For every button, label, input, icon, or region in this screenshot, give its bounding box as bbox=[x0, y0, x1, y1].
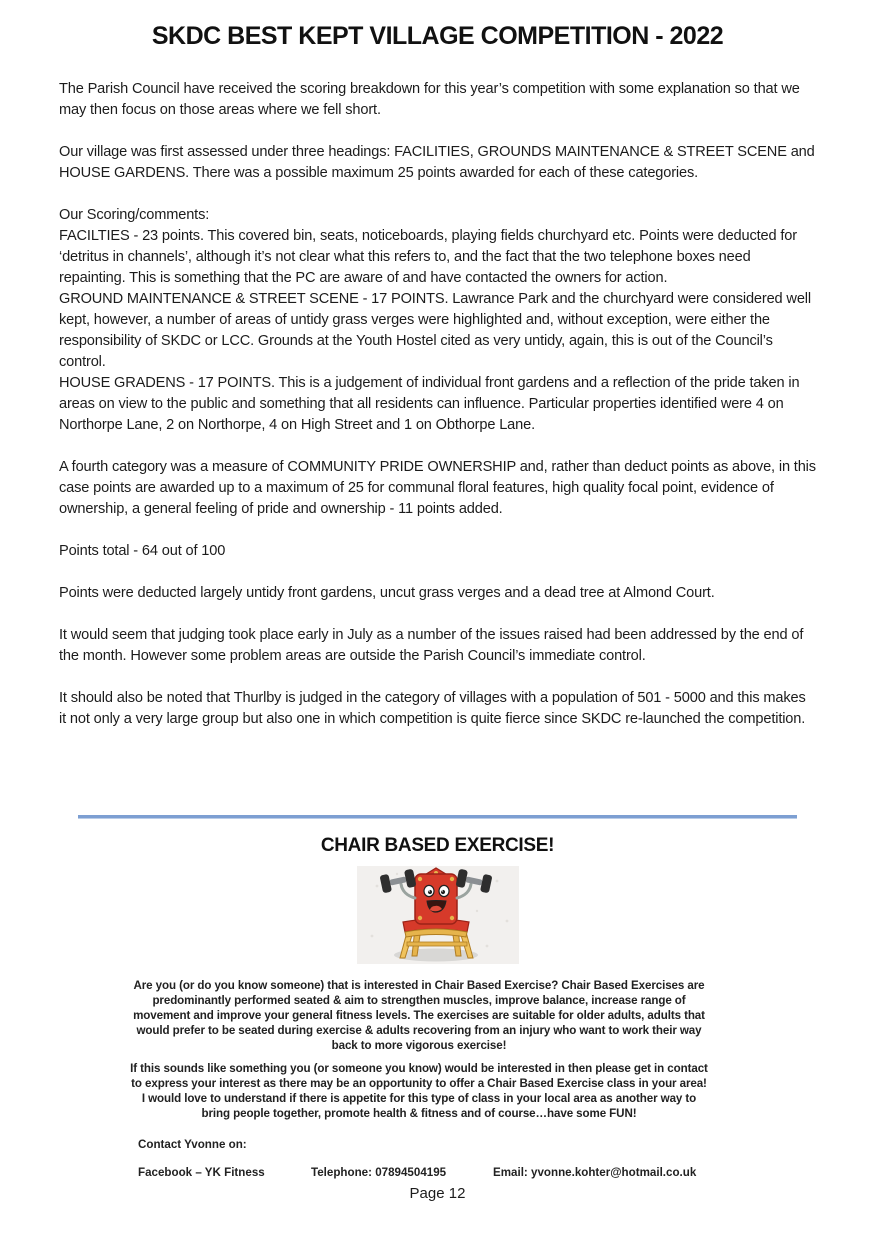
chair-back bbox=[415, 868, 457, 924]
flyer-paragraph: If this sounds like something you (or someone you know) would be interested in then please get in contact to express your interest as there may be an opportunity to offer a Chair Based Exercise class in your area! I would love to understand if there is appetite for this type of class in your local area as another way to bring people together, promote health & fitness and of course…have some FUN! bbox=[130, 1062, 708, 1120]
flyer-image-container bbox=[78, 866, 797, 969]
scoring-comments-block bbox=[59, 205, 816, 436]
contact-details-row bbox=[138, 1166, 797, 1179]
flyer-contact-block bbox=[138, 1138, 797, 1179]
scoring-line-facilities: FACILTIES - 23 points. This covered bin, seats, noticeboards, playing fields churchyard etc. Points were deducted for ‘detritus in channels’, although it’s not clear what this refers to, and the fact that the two telephone boxes need repainting. This is something that the PC are aware of and have contacted the owners for action. bbox=[59, 228, 797, 286]
contact-facebook: Facebook – YK Fitness bbox=[138, 1166, 265, 1179]
contact-telephone: Telephone: 07894504195 bbox=[311, 1166, 447, 1179]
page-number: Page 12 bbox=[409, 1185, 466, 1202]
chair-exercise-flyer bbox=[78, 815, 797, 1179]
community-pride-paragraph: A fourth category was a measure of COMMUNITY PRIDE OWNERSHIP and, rather than deduct points as above, in this case points are awarded up to a maximum of 25 for communal floral features, high quality focal point, evidence of ownership, a general feeling of pride and ownership - 11 points added. bbox=[59, 459, 816, 517]
category-note-paragraph: It should also be noted that Thurlby is judged in the category of villages with a population of 501 - 5000 and this makes it not only a very large group but also one in which competition is quite fierce since SKDC re-launched the competition. bbox=[59, 690, 806, 727]
flyer-body-text bbox=[130, 978, 708, 1121]
chair-exercise-image bbox=[357, 866, 519, 964]
intro-paragraph: The Parish Council have received the scoring breakdown for this year’s competition with some explanation so that we may then focus on those areas where we fell short. bbox=[59, 81, 800, 118]
points-total-line: Points total - 64 out of 100 bbox=[59, 543, 226, 559]
flyer-paragraph: Are you (or do you know someone) that is interested in Chair Based Exercise? Chair Based Exercises are predominantly performed seated & aim to strengthen muscles, improve balance, increase range of movement and improve your general fitness levels. The exercises are suitable for older adults, adults that would prefer to be seated during exercise & adults recovering from an injury who want to work their way back to more vigorous exercise! bbox=[133, 979, 705, 1052]
scoring-line-house-gardens: HOUSE GRADENS - 17 POINTS. This is a judgement of individual front gardens and a reflection of the pride taken in areas on view to the public and something that all residents can influence. Particular properties identified were 4 on Northorpe Lane, 2 on Northorpe, 4 on High Street and 1 on Obthorpe Lane. bbox=[59, 375, 800, 433]
intro-paragraph: Our village was first assessed under three headings: FACILITIES, GROUNDS MAINTENANCE & STREET SCENE and HOUSE GARDENS. There was a possible maximum 25 points awarded for each of these categories. bbox=[59, 144, 815, 181]
contact-email: Email: yvonne.kohter@hotmail.co.uk bbox=[493, 1166, 697, 1179]
flyer-title: CHAIR BASED EXERCISE! bbox=[320, 835, 555, 856]
page-title: SKDC BEST KEPT VILLAGE COMPETITION - 2022 bbox=[151, 22, 724, 50]
article-body bbox=[59, 79, 816, 730]
contact-heading: Contact Yvonne on: bbox=[138, 1138, 247, 1151]
deductions-paragraph: Points were deducted largely untidy front gardens, uncut grass verges and a dead tree at Almond Court. bbox=[59, 585, 715, 601]
scoring-line-ground-maintenance: GROUND MAINTENANCE & STREET SCENE - 17 POINTS. Lawrance Park and the churchyard were considered well kept, however, a number of areas of untidy grass verges were highlighted and, without exception, were either the responsibility of SKDC or LCC. Grounds at the Youth Hostel cited as very untidy, again, this is out of the Council’s control. bbox=[59, 291, 811, 370]
divider-line bbox=[78, 815, 797, 819]
scoring-heading: Our Scoring/comments: bbox=[59, 207, 210, 223]
judging-timing-paragraph: It would seem that judging took place early in July as a number of the issues raised had been addressed by the end of the month. However some problem areas are outside the Parish Council’s immediate control. bbox=[59, 627, 804, 664]
